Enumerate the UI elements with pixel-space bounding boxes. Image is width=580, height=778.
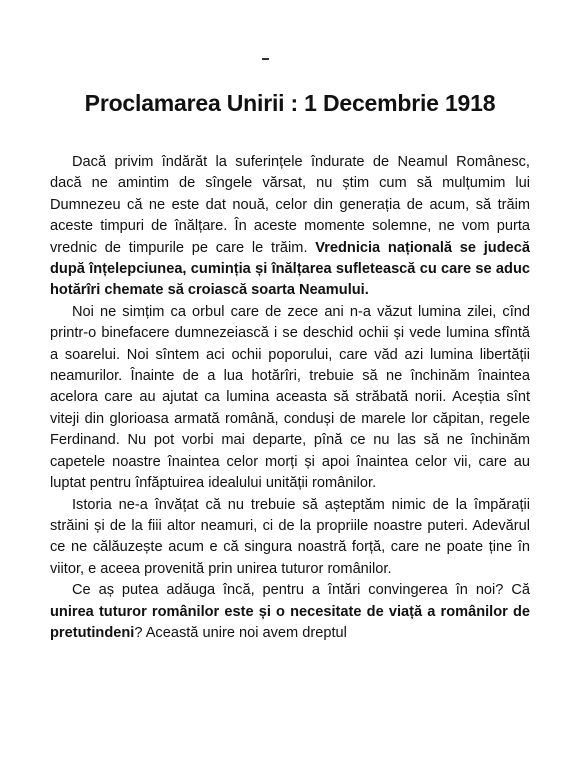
paragraph-1 (50, 152, 530, 302)
paragraph-1-bold-text: Vrednicia națională se judecă după înțelepciunea, cuminția și înălțarea sufletească cu care se aduc hotărîri chemate să croiască soarta Neamului. (50, 239, 530, 299)
paragraph-4-text-end: ? Această unire noi avem dreptul (134, 624, 347, 641)
paragraph-4-bold-text: unirea tuturor românilor este și o necesitate de viață a românilor de pretutindeni (50, 603, 530, 641)
document-title: Proclamarea Unirii : 1 Decembrie 1918 (84, 90, 496, 116)
paragraph-3-text: Istoria ne-a învățat că nu trebuie să așteptăm nimic de la împărații străini și de la fiii altor neamuri, ci de la propriile noastre puteri. Adevărul ce ne călăuzește acum e că singura noastră forță, care ne poate ține în viitor, e aceea provenită prin unirea tuturor românilor. (50, 496, 530, 577)
paragraph-3 (50, 495, 530, 581)
top-dash-mark (262, 58, 269, 60)
paragraph-2 (50, 302, 530, 495)
paragraph-2-text: Noi ne simțim ca orbul care de zece ani n-a văzut lumina zilei, cînd printr-o binefacere dumnezeiască i se deschid ochii și vede lumina sfîntă a soarelui. Noi sîntem aci ochii poporului, care văd azi lumina libertății neamurilor. Înainte de a lua hotărîri, trebuie să ne închinăm înaintea acelora care au ajutat ca lumina aceasta să străbată norii. Aceștia sînt viteji din glorioasa armată română, conduși de marele lor căpitan, regele Ferdinand. Nu pot vorbi mai departe, pînă ce nu las să ne închinăm capetele noastre înaintea celor morți și apoi înaintea celor vii, care au luptat pentru înfăptuirea idealului unității românilor. (50, 303, 530, 492)
paragraph-4-text: Ce aș putea adăuga încă, pentru a întări convingerea în noi? Că (72, 582, 530, 599)
document-body (50, 152, 530, 644)
paragraph-4 (50, 580, 530, 644)
paragraph-1-text: Dacă privim îndărăt la suferințele îndurate de Neamul Românesc, dacă ne amintim de sîngele vărsat, nu știm cum să mulțumim lui Dumnezeu că ne este dat nouă, celor din generația de acum, să trăim aceste timpuri de înălțare. În aceste momente solemne, ne vom purta vrednic de timpurile pe care le trăim. (50, 154, 530, 256)
